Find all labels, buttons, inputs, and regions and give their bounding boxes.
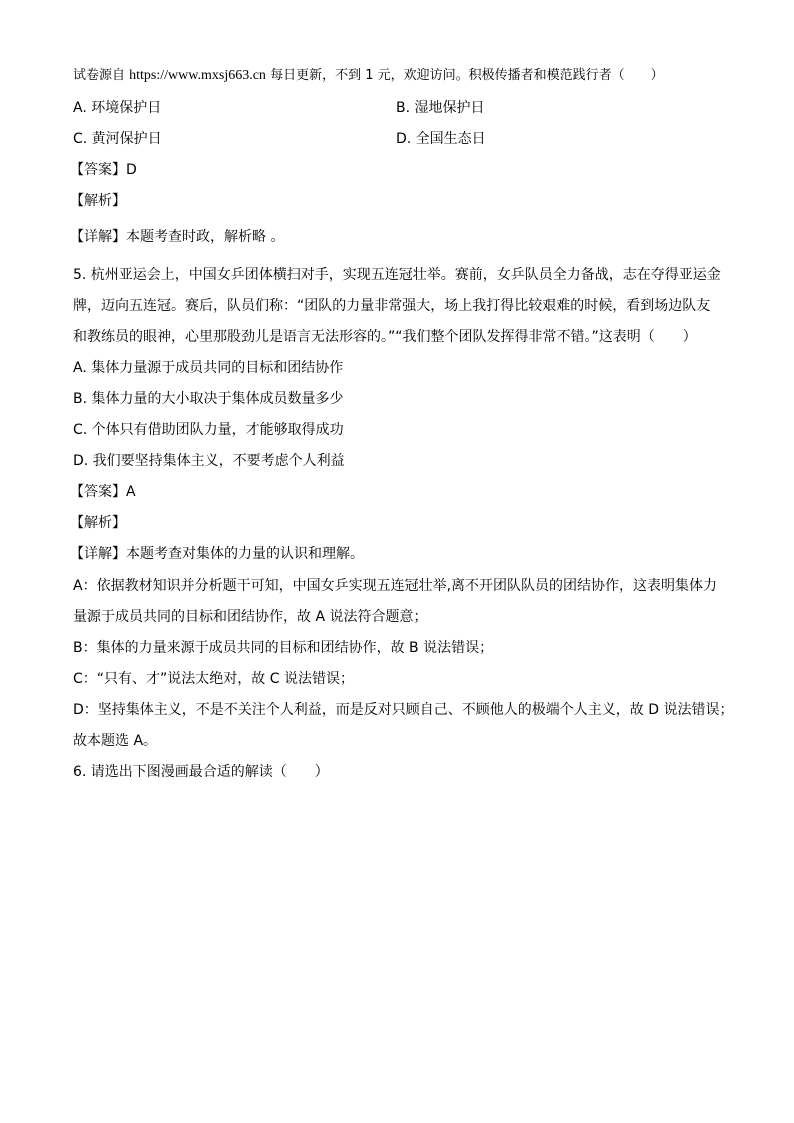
q5-detail: 【详解】本题考查对集体的力量的认识和理解。 (70, 546, 364, 562)
source-suffix: 每日更新，不到 1 元，欢迎访问。积极传播者和模范践行者（ ） (270, 68, 664, 83)
q5-answer: 【答案】A (70, 484, 136, 500)
q4-detail: 【详解】本题考查时政，解析略 。 (70, 229, 285, 245)
q4-option-a: A. 环境保护日 (73, 100, 162, 116)
q5-explanation-line-2: 量源于成员共同的目标和团结协作，故 A 说法符合题意； (73, 609, 428, 625)
q5-option-a: A. 集体力量源于成员共同的目标和团结协作 (73, 360, 344, 376)
q5-explanation-line-5: D：坚持集体主义，不是不关注个人利益，而是反对只顾自己、不顾他人的极端个人主义，故 D 说法错误； (73, 702, 734, 718)
q5-explanation-line-6: 故本题选 A。 (73, 733, 158, 749)
source-prefix: 试卷源自 (73, 68, 126, 83)
source-url-link[interactable]: https://www.mxsj663.cn (129, 68, 266, 83)
q4-option-c: C. 黄河保护日 (73, 131, 162, 147)
q5-option-d: D. 我们要坚持集体主义，不要考虑个人利益 (73, 453, 345, 469)
q5-option-b: B. 集体力量的大小取决于集体成员数量多少 (73, 391, 344, 407)
q5-stem-line-2: 牌，迈向五连冠。赛后，队员们称：“团队的力量非常强大，场上我打得比较艰难的时候，看到场边队友 (73, 298, 711, 314)
q4-stem-source-line (73, 66, 664, 86)
q5-analysis-heading: 【解析】 (70, 515, 126, 531)
q4-option-d: D. 全国生态日 (396, 131, 486, 147)
q5-stem-line-3: 和教练员的眼神，心里那股劲儿是语言无法形容的。”“我们整个团队发挥得非常不错。”这表明（ ） (73, 329, 697, 345)
q6-stem: 6. 请选出下图漫画最合适的解读（ ） (73, 764, 329, 780)
q5-stem-line-1: 5. 杭州亚运会上，中国女乒团体横扫对手，实现五连冠壮举。赛前，女乒队员全力备战，志在夺得亚运金 (73, 267, 721, 283)
q5-explanation-line-3: B：集体的力量来源于成员共同的目标和团结协作，故 B 说法错误； (73, 640, 494, 656)
q4-option-b: B. 湿地保护日 (396, 100, 485, 116)
q5-explanation-line-4: C：“只有、才”说法太绝对，故 C 说法错误； (73, 671, 354, 687)
q5-option-c: C. 个体只有借助团队力量，才能够取得成功 (73, 422, 344, 438)
q5-explanation-line-1: A：依据教材知识并分析题干可知，中国女乒实现五连冠壮举,离不开团队队员的团结协作，这表明集体力 (73, 578, 718, 594)
q4-analysis-heading: 【解析】 (70, 193, 126, 209)
q4-answer: 【答案】D (70, 162, 137, 178)
